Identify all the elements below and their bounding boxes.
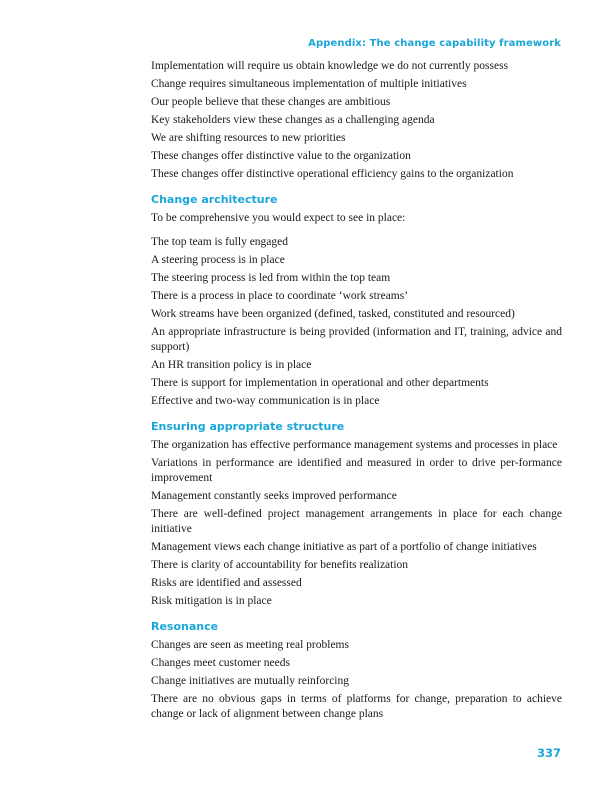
list-item: Change requires simultaneous implementation of multiple initiatives: [151, 78, 467, 90]
list-item: There are well-defined project management arrangements in place for each change initiative: [151, 508, 562, 535]
section-intro: To be comprehensive you would expect to see in place:: [151, 212, 406, 224]
section-change-architecture: [151, 192, 562, 409]
list-item: Management constantly seeks improved performance: [151, 490, 397, 502]
list-item: Change initiatives are mutually reinforcing: [151, 675, 349, 687]
section-heading: Resonance: [151, 620, 219, 633]
list-item: Risks are identified and assessed: [151, 577, 302, 589]
top-items-list: [151, 59, 562, 182]
list-item: The steering process is led from within the top team: [151, 272, 391, 284]
section-heading: Ensuring appropriate structure: [151, 420, 345, 433]
list-item: There is support for implementation in operational and other departments: [151, 377, 489, 389]
list-item: The organization has effective performance management systems and processes in place: [151, 439, 558, 451]
list-item: These changes offer distinctive value to the organization: [151, 150, 411, 162]
list-item: Variations in performance are identified and measured in order to drive per-formance improvement: [151, 457, 562, 484]
list-item: Management views each change initiative as part of a portfolio of change initiatives: [151, 541, 537, 553]
list-item: Effective and two-way communication is in place: [151, 395, 380, 407]
list-item: Implementation will require us obtain knowledge we do not currently possess: [151, 60, 509, 72]
list-item: The top team is fully engaged: [151, 236, 289, 248]
list-item: A steering process is in place: [151, 254, 285, 266]
list-item: There is a process in place to coordinate ‘work streams’: [151, 290, 409, 302]
list-item: Key stakeholders view these changes as a challenging agenda: [151, 114, 435, 126]
list-item: There is clarity of accountability for benefits realization: [151, 559, 409, 571]
section-resonance: [151, 619, 562, 722]
running-head: Appendix: The change capability framework: [308, 38, 561, 49]
page-number: 337: [536, 746, 561, 760]
list-item: We are shifting resources to new priorities: [151, 132, 346, 144]
list-item: Changes are seen as meeting real problems: [151, 639, 349, 651]
list-item: An appropriate infrastructure is being provided (information and IT, training, advice and support): [151, 326, 562, 353]
list-item: Risk mitigation is in place: [151, 595, 272, 607]
section-ensuring-appropriate-structure: [151, 419, 562, 609]
list-item: These changes offer distinctive operational efficiency gains to the organization: [151, 168, 514, 180]
list-item: Our people believe that these changes are ambitious: [151, 96, 391, 108]
list-item: Work streams have been organized (defined, tasked, constituted and resourced): [151, 308, 515, 320]
section-heading: Change architecture: [151, 193, 278, 206]
page-content: [151, 59, 562, 725]
list-item: Changes meet customer needs: [151, 657, 290, 669]
list-item: There are no obvious gaps in terms of platforms for change, preparation to achieve change or lack of alignment between change plans: [151, 693, 562, 720]
list-item: An HR transition policy is in place: [151, 359, 312, 371]
